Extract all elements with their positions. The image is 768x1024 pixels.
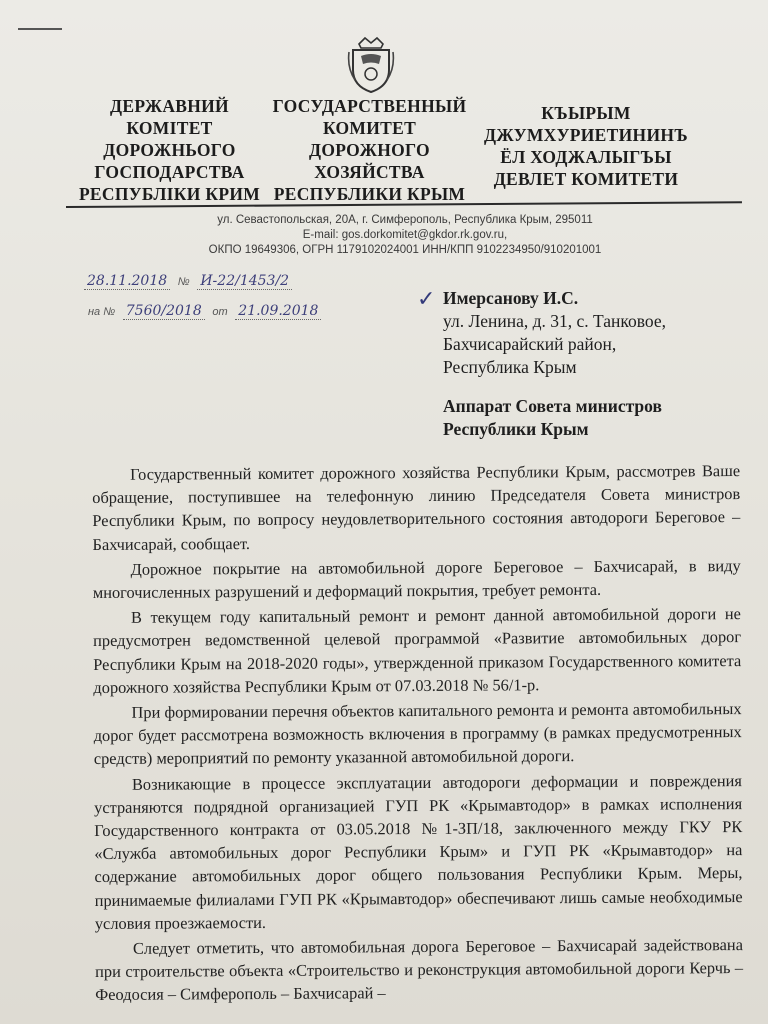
header-ukrainian — [62, 95, 277, 205]
body-paragraph: Возникающие в процессе эксплуатации автодороги деформации и повреждения устраняются подрядной организацией ГУП РК «Крымавтодор» в рамках исполнения Государственного контракта от 03.05.2018 №1-ЗП/18, заключенного между ГКУ РК «Служба автомобильных дорог Республики Крым» и ГУП РК «Крымавтодор» на содержание автомобильных дорог общего пользования Республики Крым. Меры, принимаемые филиалами ГУП РК «Крымавтодор» обеспечивают лишь самые необходимые условия проезжаемости. — [94, 770, 743, 933]
header-crimean-tatar — [460, 102, 712, 190]
outgoing-number: И-22/1453/2 — [197, 273, 292, 290]
contact-codes: ОКПО 19649306, ОГРН 1179102024001 ИНН/КПП 9102234950/910201001 — [208, 244, 602, 256]
incoming-date: 21.09.2018 — [235, 303, 321, 320]
incoming-reference — [84, 303, 321, 319]
body-paragraph: Дорожное покрытие на автомобильной дороге Береговое – Бахчисарай, в виду многочисленных разрушений и деформаций покрытия, требует ремонта. — [92, 555, 741, 603]
contact-address: ул. Севастопольская, 20А, г. Симферополь, Республика Крым, 295011 — [217, 214, 593, 226]
header-ru-line: РЕСПУБЛИКИ КРЫМ — [273, 184, 466, 204]
crimea-coat-of-arms-icon — [345, 34, 397, 96]
header-ua-line: ДЕРЖАВНИЙ — [110, 96, 229, 116]
letter-body — [92, 459, 743, 1007]
header-ua-line: РЕСПУБЛІКИ КРИМ — [78, 184, 261, 204]
header-ua-line: ГОСПОДАРСТВА — [94, 162, 245, 182]
body-paragraph: Следует отметить, что автомобильная дорога Береговое – Бахчисарай задействована при строительстве объекта «Строительство и реконструкция автомобильной дороги Керчь – Феодосия – Симферополь – Бахчисарай – — [95, 935, 744, 1005]
body-paragraph: Государственный комитет дорожного хозяйства Республики Крым, рассмотрев Ваше обращение, поступившее на телефонную линию Председателя Совета министров Республики Крым, по вопросу неудовлетворительного состояния автодороги Береговое – Бахчисарай, сообщает. — [92, 461, 741, 554]
header-ru-line: ДОРОЖНОГО — [309, 140, 430, 160]
incoming-prefix: на № — [88, 306, 116, 318]
addressee-address-line: Республика Крым — [443, 357, 577, 377]
corner-mark — [18, 28, 62, 30]
header-ua-line: ДОРОЖНЬОГО — [103, 140, 236, 160]
addressee-name: Имерсанову И.С. — [443, 288, 579, 308]
addressee-address-line: ул. Ленина, д. 31, с. Танковое, — [443, 311, 667, 331]
outgoing-date: 28.11.2018 — [84, 273, 170, 290]
copy-recipient-line: Аппарат Совета министров — [443, 396, 662, 416]
header-ru-line: ГОСУДАРСТВЕННЫЙ — [272, 96, 467, 116]
outgoing-registration — [84, 273, 292, 289]
header-ua-line: КОМІТЕТ — [126, 118, 213, 138]
header-ru-line: КОМИТЕТ — [322, 118, 417, 138]
contacts-block — [190, 213, 620, 258]
outgoing-number-label: № — [177, 276, 190, 288]
body-paragraph: При формировании перечня объектов капитального ремонта и ремонта автомобильных дорог будет рассмотрена возможность включения в программу (в рамках предусмотренных средств) мероприятий по ремонту указанной автомобильной дороги. — [93, 699, 742, 769]
addressee-block — [443, 287, 666, 441]
contact-email: E-mail: gos.dorkomitet@gkdor.rk.gov.ru, — [302, 229, 508, 241]
header-ct-line: ДЖУМХУРИЕТИНИНЪ — [484, 125, 688, 145]
incoming-number: 7560/2018 — [123, 303, 205, 320]
header-ct-line: ЁЛ ХОДЖАЛЫГЪЫ — [500, 147, 672, 167]
incoming-date-label: от — [212, 306, 228, 318]
header-ct-line: ДЕВЛЕТ КОМИТЕТИ — [493, 169, 679, 189]
header-russian — [262, 95, 477, 205]
header-ru-line: ХОЗЯЙСТВА — [314, 162, 425, 182]
check-mark-icon: ✓ — [417, 287, 436, 312]
addressee-address-line: Бахчисарайский район, — [443, 334, 617, 354]
copy-recipient-line: Республики Крым — [443, 419, 589, 439]
body-paragraph: В текущем году капитальный ремонт и ремонт данной автомобильной дороги не предусмотрен ведомственной целевой программой «Развитие автомобильных дорог Республики Крым на 2018-2020 годы», утвержденной приказом Государственного комитета дорожного хозяйства Республики Крым от 07.03.2018 № 56/1-р. — [93, 604, 742, 697]
header-ct-line: КЪЫРЫМ — [541, 103, 631, 123]
